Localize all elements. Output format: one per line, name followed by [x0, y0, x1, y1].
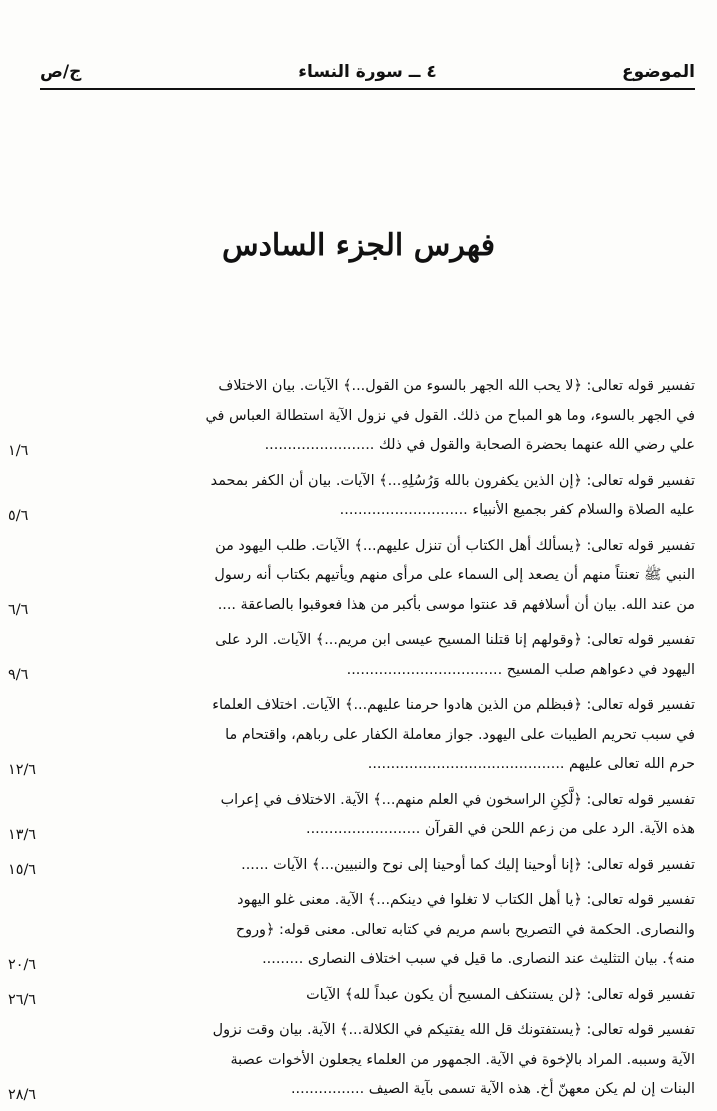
- toc-line: تفسير قوله تعالى: ﴿وقولهم إنا قتلنا المسيح عيسى ابن مريم...﴾ الآيات. الرد على: [215, 632, 695, 648]
- toc-page-number: ١٢/٦: [8, 761, 37, 778]
- toc-entry: [8, 532, 695, 621]
- toc-line: تفسير قوله تعالى: ﴿لن يستنكف المسيح أن يكون عبداً لله﴾ الآيات: [306, 986, 695, 1003]
- toc-entry: [8, 372, 695, 461]
- toc-line: من عند الله. بيان أن أسلافهم قد عنتوا موسى بأكبر من هذا فعوقبوا بالصاعقة ....: [217, 596, 695, 613]
- toc-line: تفسير قوله تعالى: ﴿يا أهل الكتاب لا تغلوا في دينكم...﴾ الآية. معنى غلو اليهود: [237, 892, 695, 908]
- toc-entry: [8, 467, 695, 526]
- toc-entry: [8, 981, 695, 1011]
- toc-line: تفسير قوله تعالى: ﴿لا يحب الله الجهر بالسوء من القول...﴾ الآيات. بيان الاختلاف: [218, 378, 695, 394]
- header-volume-page-label: ج/ص: [40, 62, 82, 82]
- toc-page-number: ٥/٦: [8, 507, 29, 524]
- page-title: فهرس الجزء السادس: [221, 228, 496, 263]
- toc-entry: [8, 851, 695, 881]
- toc-line: منه﴾. بيان التثليث عند النصارى. ما قيل في سبب اختلاف النصارى .........: [262, 951, 695, 967]
- toc-line: تفسير قوله تعالى: ﴿فبظلم من الذين هادوا حرمنا عليهم...﴾ الآيات. اختلاف العلماء: [212, 697, 695, 713]
- toc-line: الآية وسببه. المراد بالإخوة في الآية. الجمهور من العلماء يجعلون الأخوات عصبة: [230, 1051, 695, 1068]
- header-divider: [40, 88, 695, 90]
- header-surah-title: ٤ ــ سورة النساء: [298, 62, 437, 82]
- toc-line: عليه الصلاة والسلام كفر بجميع الأنبياء ............................: [339, 502, 695, 518]
- toc-page-number: ٢٦/٦: [8, 992, 37, 1008]
- toc-line: في سبب تحريم الطيبات على اليهود. جواز معاملة الكفار على رباهم، واقتحام ما: [225, 726, 695, 743]
- toc-page-number: ٢٨/٦: [8, 1086, 37, 1103]
- toc-line: حرم الله تعالى عليهم ...........................................: [367, 756, 695, 772]
- toc-page-number: ١/٦: [8, 442, 29, 459]
- toc-entry: [8, 886, 695, 975]
- header-subject-label: الموضوع: [622, 62, 695, 82]
- toc-line: هذه الآية. الرد على من زعم اللحن في القرآن .........................: [306, 821, 695, 837]
- toc-line: البنات إن لم يكن معهنّ أخ. هذه الآية تسمى بآية الصيف ................: [290, 1081, 695, 1097]
- toc-page-number: ٢٠/٦: [8, 956, 37, 973]
- toc-entry: [8, 626, 695, 685]
- toc-line: تفسير قوله تعالى: ﴿لَّكِنِ الراسخون في العلم منهم...﴾ الآية. الاختلاف في إعراب: [220, 791, 695, 808]
- toc-line: تفسير قوله تعالى: ﴿إن الذين يكفرون بالله وَرُسُلِهِ...﴾ الآيات. بيان أن الكفر بمحمد: [210, 472, 695, 489]
- running-header: [40, 58, 695, 88]
- toc-page-number: ٩/٦: [8, 667, 29, 683]
- toc-entry: [8, 786, 695, 845]
- toc-line: والنصارى. الحكمة في التصريح باسم مريم في كتابه تعالى. معنى قوله: ﴿وروح: [235, 921, 695, 938]
- toc-line: تفسير قوله تعالى: ﴿إنا أوحينا إليك كما أوحينا إلى نوح والنبيين...﴾ الآيات ......: [241, 856, 695, 873]
- toc-line: تفسير قوله تعالى: ﴿يستفتونك قل الله يفتيكم في الكلالة...﴾ الآية. بيان وقت نزول: [212, 1022, 695, 1038]
- toc-page-number: ١٥/٦: [8, 862, 37, 878]
- toc-line: النبي ﷺ تعنتاً منهم أن يصعد إلى السماء على مرأى منهم ويأتيهم بكتاب أنه رسول: [214, 567, 695, 583]
- toc-page-number: ٦/٦: [8, 602, 29, 618]
- toc-page-number: ١٣/٦: [8, 826, 37, 843]
- toc-entry: [8, 691, 695, 780]
- toc-line: اليهود في دعواهم صلب المسيح ..................................: [346, 661, 695, 678]
- table-of-contents: [8, 372, 695, 1111]
- toc-line: تفسير قوله تعالى: ﴿يسألك أهل الكتاب أن تنزل عليهم...﴾ الآيات. طلب اليهود من: [215, 537, 695, 554]
- toc-line: علي رضي الله عنهما بحضرة الصحابة والقول في ذلك ........................: [264, 437, 695, 453]
- toc-entry: [8, 1016, 695, 1105]
- toc-line: في الجهر بالسوء، وما هو المباح من ذلك. القول في نزول الآية استطالة العباس في: [205, 407, 695, 424]
